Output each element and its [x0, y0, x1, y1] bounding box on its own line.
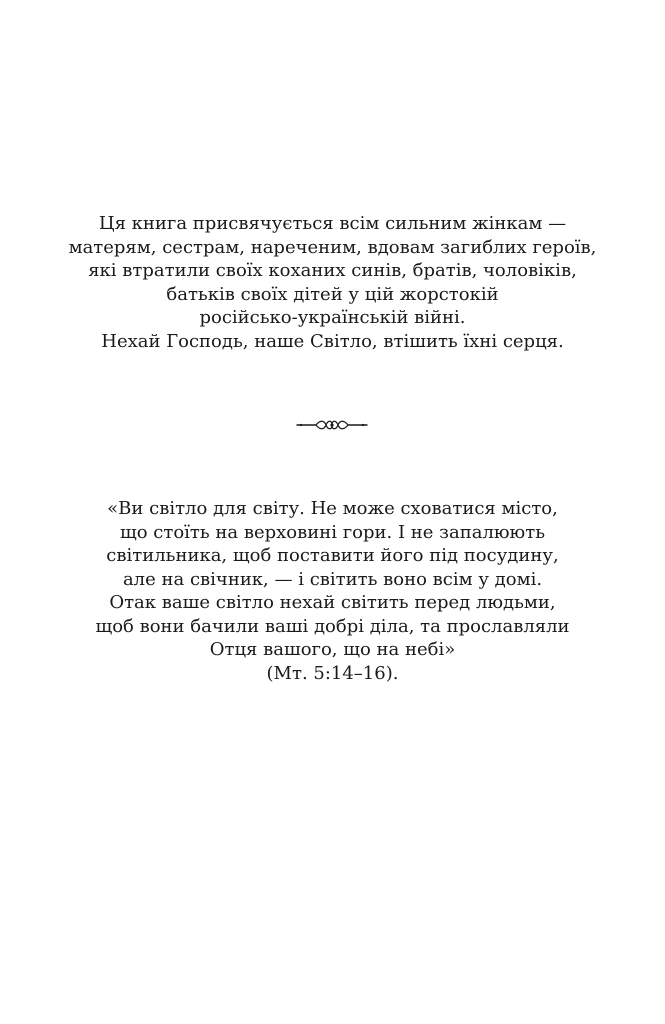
scripture-quote [0, 497, 665, 685]
dedication-line: які втратили своїх коханих синів, братів, чоловіків, [88, 260, 577, 281]
quote-line: Отак ваше світло нехай світить перед людьми, [109, 592, 556, 613]
dedication-text [0, 212, 665, 353]
dedication-line: батьків своїх дітей у цій жорстокій [166, 283, 499, 305]
dedication-line: російсько-українській війні. [199, 307, 466, 328]
quote-line: світильника, щоб поставити його під посудину, [106, 545, 559, 566]
quote-line: «Ви світло для світу. Не може сховатися місто, [107, 498, 558, 519]
ornament-divider-icon [296, 418, 368, 432]
dedication-line: Нехай Господь, наше Світло, втішить їхні серця. [101, 330, 564, 352]
dedication-line: Ця книга присвячується всім сильним жінкам — [98, 213, 567, 234]
quote-line: щоб вони бачили ваші добрі діла, та прославляли [95, 615, 570, 637]
quote-line: але на свічник, — і світить воно всім у домі. [122, 568, 543, 590]
quote-line: що стоїть на верховині гори. І не запалюють [119, 521, 545, 543]
quote-line: Отця вашого, що на небі» [209, 639, 456, 660]
quote-reference: (Мт. 5:14–16). [266, 662, 399, 684]
dedication-line: матерям, сестрам, нареченим, вдовам загиблих героїв, [68, 236, 597, 258]
